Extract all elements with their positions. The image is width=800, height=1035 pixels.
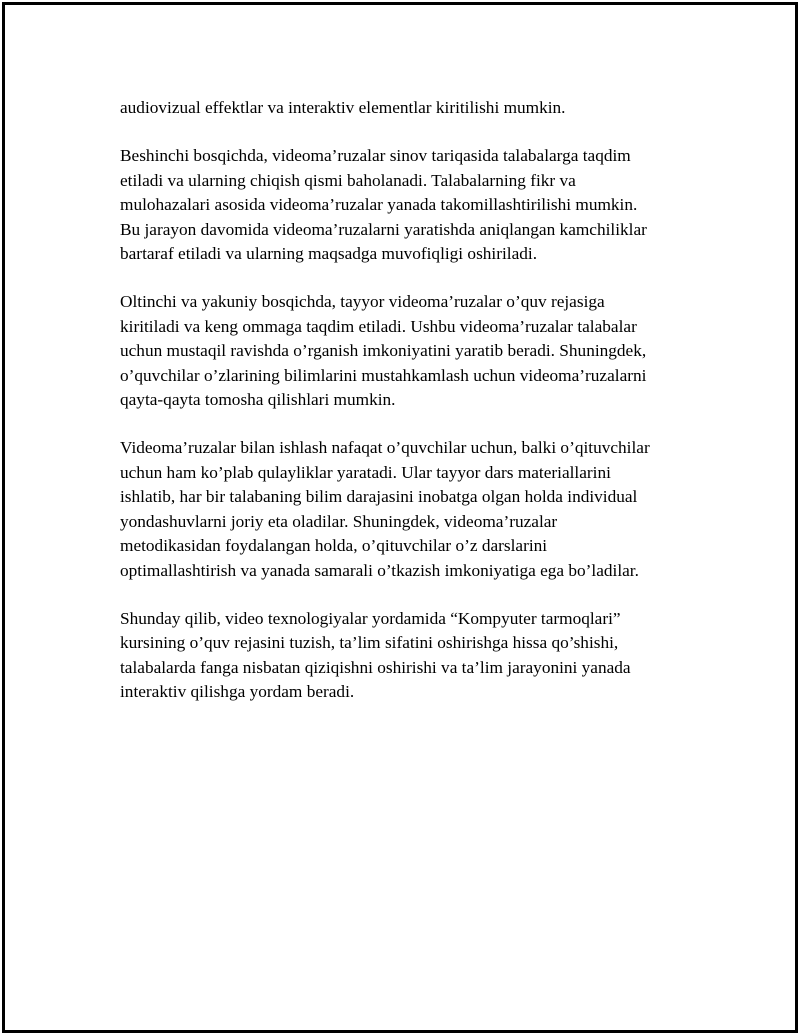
text-line: audiovizual effektlar va interaktiv elementlar kiritilishi mumkin. [120,98,566,117]
text-line: o’quvchilar o’zlarining bilimlarini mustahkamlash uchun videoma’ruzalarni [120,365,647,385]
text-line: mulohazalari asosida videoma’ruzalar yanada takomillashtirilishi mumkin. [120,195,638,215]
text-line: bartaraf etiladi va ularning maqsadga muvofiqligi oshiriladi. [120,244,538,264]
text-line: metodikasidan foydalangan holda, o’qituvchilar o’z darslarini [120,536,548,556]
text-line: etiladi va ularning chiqish qismi baholanadi. Talabalarning fikr va [120,170,576,190]
text-line: Shunday qilib, video texnologiyalar yordamida “Kompyuter tarmoqlari” [120,608,621,628]
text-line: talabalarda fanga nisbatan qiziqishni oshirishi va ta’lim jarayonini yanada [120,657,631,677]
text-line: yondashuvlarni joriy eta oladilar. Shuningdek, videoma’ruzalar [120,511,558,531]
text-line: Beshinchi bosqichda, videoma’ruzalar sinov tariqasida talabalarga taqdim [120,146,631,166]
paragraph-4 [120,436,695,582]
paragraph-5 [120,607,695,705]
text-line: optimallashtirish va yanada samarali o’tkazish imkoniyatiga ega bo’ladilar. [120,560,639,580]
text-line: uchun ham ko’plab qulayliklar yaratadi. Ular tayyor dars materiallarini [120,462,611,482]
paragraph-1 [120,96,695,120]
text-line: interaktiv qilishga yordam beradi. [120,682,355,702]
text-line: ishlatib, har bir talabaning bilim darajasini inobatga olgan holda individual [120,487,638,507]
document-body [120,96,695,729]
text-line: Bu jarayon davomida videoma’ruzalarni yaratishda aniqlangan kamchiliklar [120,219,647,239]
paragraph-2 [120,144,695,266]
page-frame [2,2,798,1033]
paragraph-3 [120,290,695,412]
text-line: kursining o’quv rejasini tuzish, ta’lim sifatini oshirishga hissa qo’shishi, [120,633,619,653]
text-line: Videoma’ruzalar bilan ishlash nafaqat o’quvchilar uchun, balki o’qituvchilar [120,438,650,458]
text-line: kiritiladi va keng ommaga taqdim etiladi. Ushbu videoma’ruzalar talabalar [120,316,637,336]
text-line: qayta-qayta tomosha qilishlari mumkin. [120,390,396,410]
text-line: uchun mustaqil ravishda o’rganish imkoniyatini yaratib beradi. Shuningdek, [120,341,647,361]
text-line: Oltinchi va yakuniy bosqichda, tayyor videoma’ruzalar o’quv rejasiga [120,292,605,312]
